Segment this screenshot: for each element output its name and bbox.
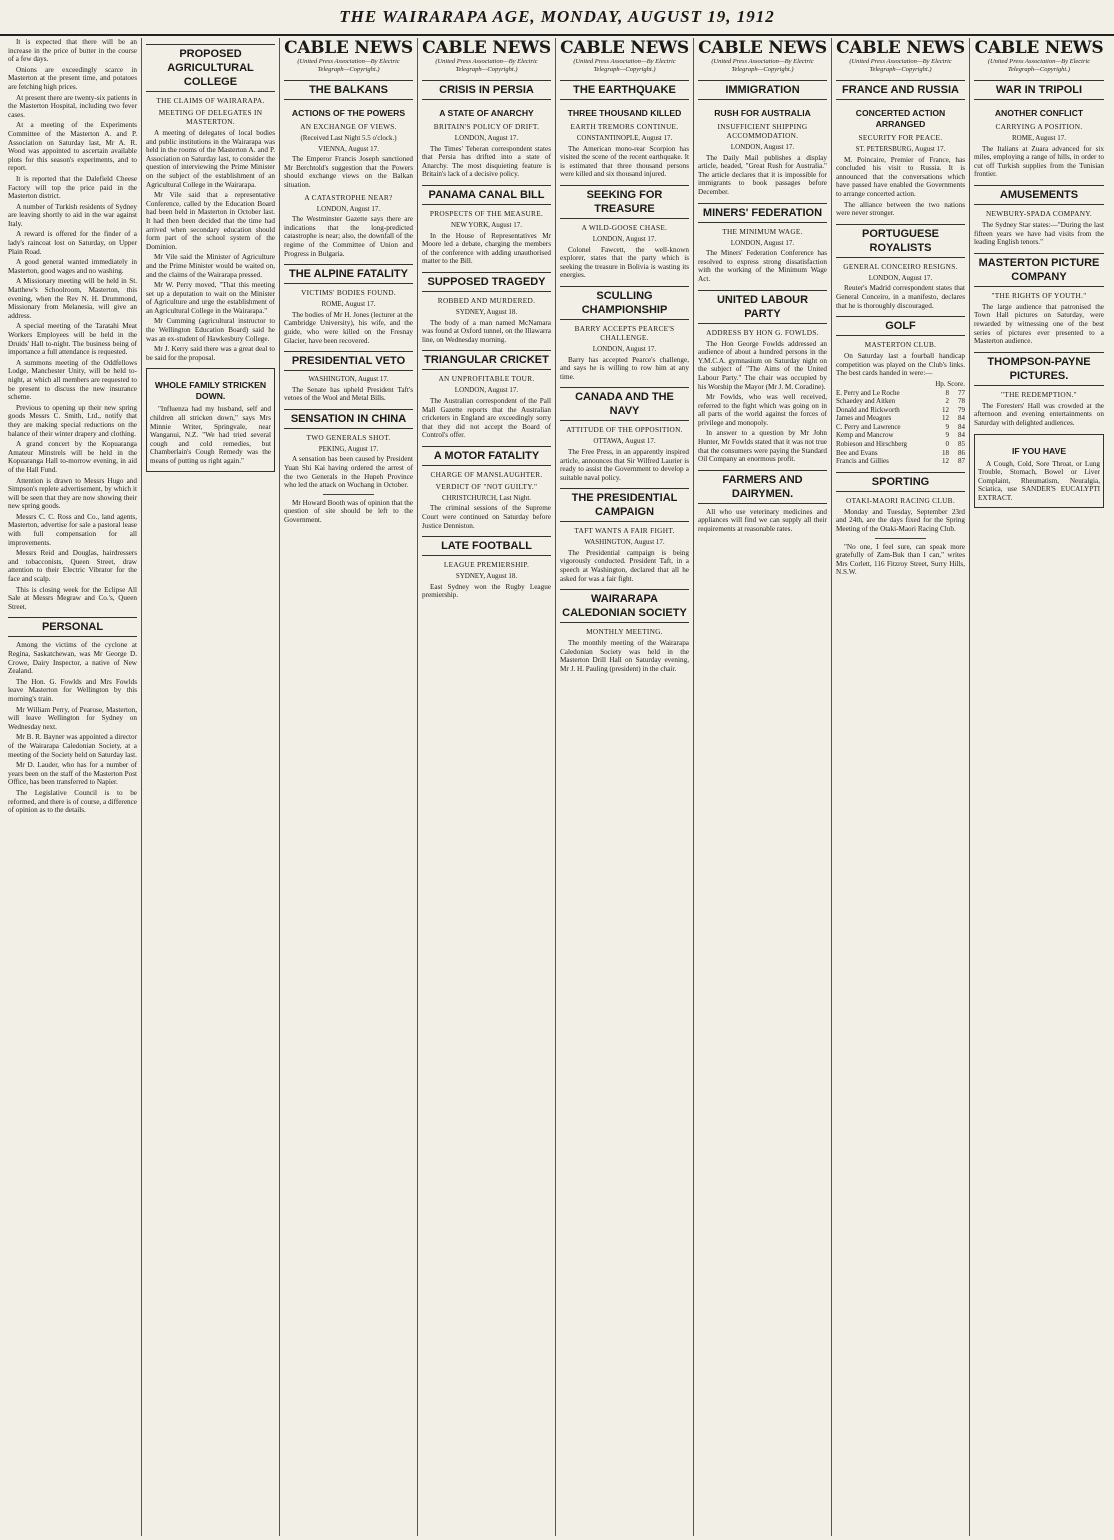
article-text: The body of a man named McNamara was found at Oxford tunnel, on the Illawarra line, on Wednesday morning. xyxy=(422,318,551,344)
news-paragraph: It is reported that the Dalefield Cheese Factory will top the price paid in the Masterton district. xyxy=(8,174,137,201)
article-text: All who use veterinary medicines and appliances will find we can supply all their requirements at reasonable rates. xyxy=(698,507,827,534)
sub-heading: VERDICT OF "NOT GUILTY." xyxy=(435,481,538,491)
player-names: Robieson and Hirschberg xyxy=(836,440,908,449)
player-names: Donald and Rickworth xyxy=(836,405,900,414)
personal-paragraph: Among the victims of the cyclone at Regina, Saskatchewan, was Mr George D. Crowe, Dairy Inspector, a native of New Zealand. xyxy=(8,641,137,676)
column-balkans xyxy=(280,38,418,1536)
article-text: On Saturday last a fourball handicap competition was played on the Club's links. The best cards handed in were:— xyxy=(836,352,965,378)
credit-line: (United Press Association—By Electric Telegraph—Copyright.) xyxy=(987,58,1091,73)
news-paragraph: At present there are twenty-six patients in the Masterton Hospital, including two fever cases. xyxy=(8,93,137,119)
article-text: The Sydney Star states:—"During the last fifteen years we have had visits from the leading English tenors." xyxy=(974,220,1104,247)
article-text: Colonel Fawcett, the well-known explorer, states that the party which is seeking the treasure in Bolivia is wasting its energies. xyxy=(560,245,689,280)
dateline: WASHINGTON, August 17. xyxy=(584,538,665,547)
dateline: ROME, August 17. xyxy=(321,300,376,309)
news-paragraph: Attention is drawn to Messrs Hugo and Simpson's replete advertisement, by which it will be seen that they are now showing their new spring goods. xyxy=(8,476,137,511)
credit-line: (United Press Association—By Electric Telegraph—Copyright.) xyxy=(711,58,814,73)
article-text: Mr Cumming (agricultural instructor to the Wellington Education Board) said he was an ex-student of Hawkesbury College. xyxy=(146,317,275,343)
article-heading: A MOTOR FATALITY xyxy=(422,446,551,466)
sub-heading: ADDRESS BY HON G. FOWLDS. xyxy=(706,327,819,337)
score: 84 xyxy=(958,431,965,440)
news-paragraph: Messrs Reid and Douglas, hairdressers and tobacconists, Queen Street, draw attention to their Electric Vibrator for the face and scalp. xyxy=(8,549,137,584)
table-row xyxy=(836,440,965,449)
cable-news-banner: CABLE NEWS xyxy=(284,38,413,58)
dateline: LONDON, August 17. xyxy=(868,273,933,282)
personal-paragraph: Mr D. Lauder, who has for a number of years been on the staff of the Masterton Post Office, has been transferred to Napier. xyxy=(8,761,137,787)
advert-text: A Cough, Cold, Sore Throat, or Lung Trouble, Stomach, Bowel or Liver Complaint, Rheumatism, Neuralgia, Sciatica, use SANDER'S EUCALYPTI EXTRACT. xyxy=(978,459,1100,502)
table-row xyxy=(836,406,965,415)
news-paragraph: A summons meeting of the Oddfellows Lodge, Manchester Unity, will be held to-night, at which all members are requested to be present to discuss the new insurance scheme. xyxy=(8,358,137,402)
article-text: The Miners' Federation Conference has resolved to express strong dissatisfaction with the working of the Minimum Wage Act. xyxy=(698,249,827,283)
news-paragraph: A Missionary meeting will be held in St. Matthew's Schoolroom, Masterton, this evening, when the Rev N. H. Drummond, Missionary from Melanesia, will give an address. xyxy=(8,277,137,320)
news-paragraph: Messrs C. C. Ross and Co., land agents, Masterton, advertise for sale a pastoral lease with full compensation for all improvements. xyxy=(8,512,137,547)
credit-line: (United Press Association—By Electric Telegraph—Copyright.) xyxy=(573,58,676,73)
score: 87 xyxy=(958,457,965,466)
cable-news-banner: CABLE NEWS xyxy=(698,38,827,58)
article-heading: SENSATION IN CHINA xyxy=(284,409,413,429)
article-heading: WAR IN TRIPOLI xyxy=(974,80,1104,100)
article-text: Mr Fowlds, who was well received, referred to the fight which was going on in all parts of the world against the forces of privilege and monopoly. xyxy=(698,393,827,427)
cable-news-banner: CABLE NEWS xyxy=(560,38,689,58)
article-heading: MASTERTON PICTURE COMPANY xyxy=(974,253,1104,287)
sub-heading: ATTITUDE OF THE OPPOSITION. xyxy=(566,425,683,435)
sub-heading: RUSH FOR AUSTRALIA xyxy=(714,108,811,118)
sub-heading: BARRY ACCEPTS PEARCE'S CHALLENGE. xyxy=(574,323,675,342)
article-heading: WAIRARAPA CALEDONIAN SOCIETY xyxy=(560,589,689,623)
handicap: 9 xyxy=(945,431,949,440)
sub-heading: BRITAIN'S POLICY OF DRIFT. xyxy=(433,122,540,131)
sub-heading: INSUFFICIENT SHIPPING ACCOMMODATION. xyxy=(717,122,808,140)
player-names: E. Perry and Le Roche xyxy=(836,388,900,397)
advert-text: "Influenza had my husband, self and children all stricken down," says Mrs Minnie Writer, Springvale, near Wanganui, N.Z. "We had tried several cough and cold remedies, but Chamberlain's Cough Remedy was the means of putting us right again." xyxy=(150,405,271,465)
article-text: The American mono-rear Scorpion has visited the scene of the recent earthquake. It is estimated that three thousand persons were killed and six thousand injured. xyxy=(560,144,689,179)
sub-heading: THE MINIMUM WAGE. xyxy=(722,226,803,236)
column-tripoli xyxy=(970,38,1108,1536)
player-names: Kemp and Mancrow xyxy=(836,431,894,440)
sub-heading: CONCERTED ACTION ARRANGED xyxy=(855,108,946,129)
sub-heading: MEETING OF DELEGATES IN MASTERTON. xyxy=(158,108,263,126)
dateline: LONDON, August 17. xyxy=(592,234,657,243)
article-text: The criminal sessions of the Supreme Court were continued on Saturday before Justice Denniston. xyxy=(422,504,551,530)
news-paragraph: A grand concert by the Kopuaranga Amateur Minstrels will be held in the Kopuaranga Hall to-morrow evening, in aid of the Hall Fund. xyxy=(8,440,137,474)
dateline: SYDNEY, August 18. xyxy=(455,307,518,316)
dateline: LONDON, August 17. xyxy=(454,134,519,142)
dateline: LONDON, August 17. xyxy=(730,143,795,151)
sub-heading: SECURITY FOR PEACE. xyxy=(858,133,943,142)
news-paragraph: This is closing week for the Eclipse All Sale at Messrs Megraw and Co.'s, Queen Street. xyxy=(8,585,137,611)
score: 85 xyxy=(958,440,965,449)
sub-heading: TWO GENERALS SHOT. xyxy=(306,432,391,442)
handicap: 8 xyxy=(945,388,949,397)
cable-news-banner: CABLE NEWS xyxy=(422,38,551,58)
dateline: ST. PETERSBURG, August 17. xyxy=(855,145,946,153)
article-heading: GOLF xyxy=(836,316,965,336)
article-text: The Foresters' Hall was crowded at the afternoon and evening entertainments on Saturday with delighted audiences. xyxy=(974,401,1104,427)
table-row xyxy=(836,389,965,398)
article-heading: THE PRESIDENTIAL CAMPAIGN xyxy=(560,488,689,522)
column-persia xyxy=(418,38,556,1536)
advertisement xyxy=(146,368,275,471)
article-heading: THE ALPINE FATALITY xyxy=(284,264,413,284)
dateline: SYDNEY, August 18. xyxy=(455,572,518,581)
personal-paragraph: The Legislative Council is to be reformed, and there is of course, a difference of opinion as to the details. xyxy=(8,788,137,815)
article-text: In the House of Representatives Mr Moore led a debate, charging the members of the conference with adding unauthorised matter to the Bill. xyxy=(422,231,551,266)
handicap: 0 xyxy=(945,440,949,449)
player-names: James and Meagors xyxy=(836,414,892,423)
article-heading: CANADA AND THE NAVY xyxy=(560,387,689,421)
article-text: The Senate has upheld President Taft's vetoes of the Wool and Metal Bills. xyxy=(284,385,413,403)
sub-heading: ROBBED AND MURDERED. xyxy=(437,295,536,305)
article-text: Mr W. Perry moved, "That this meeting set up a deputation to wait on the Minister of Agriculture and urge the establishment of an Agricultural College in the Wairarapa." xyxy=(146,281,275,315)
article-heading: SEEKING FOR TREASURE xyxy=(560,185,689,219)
handicap: 12 xyxy=(942,414,949,423)
score: 79 xyxy=(958,405,965,414)
score: 84 xyxy=(958,414,965,423)
table-row xyxy=(836,431,965,440)
personal-paragraph: Mr B. R. Bayner was appointed a director of the Wairarapa Caledonian Society, at a meeting of the Society held on Saturday last. xyxy=(8,733,137,759)
table-row xyxy=(836,423,965,432)
score-header: Hp. Score. xyxy=(935,379,965,388)
score: 84 xyxy=(958,422,965,431)
sub-heading: THE CLAIMS OF WAIRARAPA. xyxy=(156,96,265,105)
news-paragraph: A number of Turkish residents of Sydney are leaving shortly to aid in the war against Italy. xyxy=(8,202,137,228)
sub-heading: A CATASTROPHE NEAR? xyxy=(304,192,393,202)
column-france-russia xyxy=(832,38,970,1536)
article-text: The Hon George Fowlds addressed an audience of about a hundred persons in the Y.M.C.A. gymnasium on Saturday night on the subject of "The Aims of the United Labour Party." The chair was occupied by his Worship the Mayor (Mr J. M. Coradine). xyxy=(698,339,827,391)
credit-line: (United Press Association—By Electric Telegraph—Copyright.) xyxy=(849,58,952,73)
article-heading: THE EARTHQUAKE xyxy=(560,80,689,100)
divider xyxy=(323,494,375,495)
news-paragraph: A good general wanted immediately in Masterton, good wages and no washing. xyxy=(8,258,137,275)
article-heading: SCULLING CHAMPIONSHIP xyxy=(560,286,689,320)
credit-line: (United Press Association—By Electric Telegraph—Copyright.) xyxy=(435,58,538,73)
article-heading: PANAMA CANAL BILL xyxy=(422,185,551,205)
golf-score-table xyxy=(836,389,965,466)
article-text: The Italians at Zuara advanced for six miles, employing a range of hills, in order to cut off Turkish supplies from the Tunisian frontier. xyxy=(974,144,1104,179)
article-heading: PORTUGUESE ROYALISTS xyxy=(836,224,965,258)
article-text: Mr Vile said that a representative Conference, called by the Education Board had been held in Masterton in October last. It had then been decided that the time had arrived when secondary education should form part of the school system of the Dominion. xyxy=(146,191,275,251)
article-text: Mr J. Kerry said there was a great deal to be said for the proposal. xyxy=(146,345,275,362)
article-text: The Emperor Francis Joseph sanctioned Mr Berchtold's suggestion that the Powers should exchange views on the Balkan situation. xyxy=(284,155,413,189)
sub-heading: VICTIMS' BODIES FOUND. xyxy=(301,288,396,298)
news-paragraph: Onions are exceedingly scarce in Masterton at the present time, and potatoes are fetching high prices. xyxy=(8,65,137,91)
article-text: A sensation has been caused by President Yuan Shi Kai having ordered the arrest of the two Generals in the Hupeh Province who led the attack on Wuchang in October. xyxy=(284,455,413,490)
dateline: PEKING, August 17. xyxy=(318,444,379,453)
article-heading: LATE FOOTBALL xyxy=(422,536,551,556)
article-heading: THOMPSON-PAYNE PICTURES. xyxy=(974,352,1104,386)
article-heading: FARMERS AND DAIRYMEN. xyxy=(698,470,827,504)
news-paragraph: Previous to opening up their new spring goods Messrs C. Smith, Ltd., notify that they are making special reductions on the balance of their winter drapery and clothing. xyxy=(8,403,137,438)
personal-heading: PERSONAL xyxy=(8,617,137,637)
score: 78 xyxy=(958,397,965,406)
article-heading: SUPPOSED TRAGEDY xyxy=(422,272,551,292)
column-agricultural-college xyxy=(142,38,280,1536)
sub-heading: AN EXCHANGE OF VIEWS. xyxy=(300,122,397,131)
article-text: The large audience that patronised the Town Hall pictures on Saturday, were rewarded by witnessing one of the best series of pictures ever presented to a Masterton audience. xyxy=(974,302,1104,346)
credit-line: (United Press Association—By Electric Telegraph—Copyright.) xyxy=(297,58,400,73)
article-text: The bodies of Mr H. Jones (lecturer at the Cambridge University), his wife, and the guide, who were killed on the Fresnay Glacier, have been recovered. xyxy=(284,310,413,345)
table-row xyxy=(836,414,965,423)
article-text: The Presidential campaign is being vigorously conducted. President Taft, in a speech at Washington, declared that all he asked for was a fair fight. xyxy=(560,548,689,583)
sub-heading: A STATE OF ANARCHY xyxy=(439,108,534,118)
handicap: 12 xyxy=(942,457,949,466)
sub-heading: A WILD-GOOSE CHASE. xyxy=(581,222,668,232)
article-heading: UNITED LABOUR PARTY xyxy=(698,290,827,324)
article-text: Reuter's Madrid correspondent states that General Conceiro, in a manifesto, declares that he is thoroughly discouraged. xyxy=(836,284,965,310)
sub-heading: NEWBURY-SPADA COMPANY. xyxy=(985,208,1093,218)
news-paragraph: It is expected that there will be an increase in the price of butter in the course of a few days. xyxy=(8,38,137,64)
dateline: CONSTANTINOPLE, August 17. xyxy=(576,134,673,142)
sub-heading: LEAGUE PREMIERSHIP. xyxy=(443,560,530,570)
dateline: LONDON, August 17. xyxy=(316,204,381,213)
sub-heading: MASTERTON CLUB. xyxy=(864,340,937,350)
article-heading: THE BALKANS xyxy=(284,80,413,100)
cable-news-banner: CABLE NEWS xyxy=(974,38,1104,58)
news-paragraph: At a meeting of the Experiments Committee of the Masterton A. and P. Association on Saturday last, Mr A. R. Wood was appointed to ascertain available plots for this season's experiments, and to report. xyxy=(8,121,137,173)
table-row xyxy=(836,397,965,406)
sub-heading: ACTIONS OF THE POWERS xyxy=(291,108,406,118)
sub-heading: PROSPECTS OF THE MEASURE. xyxy=(429,208,544,218)
advertisement xyxy=(974,434,1104,509)
dateline: LONDON, August 17. xyxy=(592,344,657,353)
sub-heading: TAFT WANTS A FAIR FIGHT. xyxy=(574,526,675,536)
personal-paragraph: The Hon. G. Fowlds and Mrs Fowlds leave Masterton for Wellington by this morning's train. xyxy=(8,677,137,703)
player-names: Schaedey and Aitken xyxy=(836,397,896,406)
sub-heading: THREE THOUSAND KILLED xyxy=(567,108,682,118)
column-local-news xyxy=(4,38,142,1536)
article-text: East Sydney won the Rugby League premiership. xyxy=(422,582,551,600)
score: 86 xyxy=(958,448,965,457)
sub-heading: AN UNPROFITABLE TOUR. xyxy=(438,374,535,384)
masthead: THE WAIRARAPA AGE, MONDAY, AUGUST 19, 1912 xyxy=(0,0,1114,36)
dateline: NEW YORK, August 17. xyxy=(451,220,522,229)
advert-heading: IF YOU HAVE xyxy=(1011,445,1067,456)
article-text: The Daily Mail publishes a display article, headed, "Great Rush for Australia." The article declares that it is impossible for immigrants to book passages before December. xyxy=(698,153,827,196)
divider xyxy=(875,538,927,539)
article-text: A meeting of delegates of local bodies and public institutions in the Wairarapa was held in the rooms of the Masterton A. and P. Association on Saturday last, to consider the question of interviewing the Prime Minister on the subject of the establishment of an Agricultural College in the Wairarapa. xyxy=(146,129,275,189)
column-immigration xyxy=(694,38,832,1536)
sub-heading: OTAKI-MAORI RACING CLUB. xyxy=(846,495,955,505)
article-text: Mr Vile said the Minister of Agriculture and the Prime Minister would be waited on, and the claims of the Wairarapa pressed. xyxy=(146,253,275,279)
dateline: VIENNA, August 17. xyxy=(318,144,379,153)
table-row xyxy=(836,457,965,466)
article-heading: PROPOSED AGRICULTURAL COLLEGE xyxy=(146,44,275,92)
article-heading: CRISIS IN PERSIA xyxy=(422,80,551,100)
article-heading: TRIANGULAR CRICKET xyxy=(422,350,551,370)
article-heading: SPORTING xyxy=(836,472,965,492)
dateline: CHRISTCHURCH, Last Night. xyxy=(441,493,532,502)
handicap: 12 xyxy=(942,405,949,414)
handicap: 18 xyxy=(942,448,949,457)
personal-paragraph: Mr William Perry, of Pearose, Masterton, will leave Wellington for Sydney on Wednesday next. xyxy=(8,705,137,731)
article-text: The Westminster Gazette says there are indications that the long-predicted catastrophe is near; also, the downfall of the regime of the Committee of Union and Progress in Bulgaria. xyxy=(284,215,413,258)
advert-heading: WHOLE FAMILY STRICKEN DOWN. xyxy=(154,380,267,402)
article-text: M. Poincaire, Premier of France, has concluded his visit to Russia. It is announced that the conversations which have passed have enabled the Governments to arrange concerted action. xyxy=(836,155,965,198)
sub-heading: CARRYING A POSITION. xyxy=(995,122,1083,131)
player-names: Francis and Gillies xyxy=(836,457,889,466)
dateline: LONDON, August 17. xyxy=(730,238,795,247)
table-row xyxy=(836,449,965,458)
column-earthquake xyxy=(556,38,694,1536)
dateline: WASHINGTON, August 17. xyxy=(308,375,389,384)
dateline: ROME, August 17. xyxy=(1011,134,1067,142)
dateline: OTTAWA, August 17. xyxy=(593,437,656,446)
article-heading: FRANCE AND RUSSIA xyxy=(836,80,965,100)
article-heading: MINERS' FEDERATION xyxy=(698,203,827,223)
article-text: Mr Howard Booth was of opinion that the question of site should be left to the Government. xyxy=(284,498,413,525)
dateline: LONDON, August 17. xyxy=(454,386,519,395)
sub-heading: CHARGE OF MANSLAUGHTER. xyxy=(430,469,543,479)
sub-heading: MONTHLY MEETING. xyxy=(586,627,663,637)
handicap: 9 xyxy=(945,422,949,431)
sub-heading: GENERAL CONCEIRO RESIGNS. xyxy=(843,261,958,271)
score: 77 xyxy=(958,388,965,397)
article-heading: IMMIGRATION xyxy=(698,80,827,100)
cable-news-banner: CABLE NEWS xyxy=(836,38,965,58)
sub-heading: "THE REDEMPTION." xyxy=(1001,389,1077,399)
received-line: (Received Last Night 5.5 o'clock.) xyxy=(300,134,397,142)
article-text: In answer to a question by Mr John Hunter, Mr Fowlds stated that it was not true that the consumers were paying the Standard Oil Company an enormous profit. xyxy=(698,429,827,464)
article-heading: PRESIDENTIAL VETO xyxy=(284,351,413,371)
article-heading: AMUSEMENTS xyxy=(974,185,1104,205)
sub-heading: EARTH TREMORS CONTINUE. xyxy=(570,122,679,131)
article-text: The Australian correspondent of the Pall Mall Gazette reports that the Australian cricketers in England are exceedingly sorry that they did not accept the Board of Control's offer. xyxy=(422,396,551,440)
sub-heading: "THE RIGHTS OF YOUTH." xyxy=(991,290,1087,300)
news-paragraph: A reward is offered for the finder of a lady's raincoat lost on Saturday, on Upper Plain Road. xyxy=(8,230,137,256)
player-names: Bee and Evans xyxy=(836,448,878,457)
player-names: C. Perry and Lawrence xyxy=(836,422,901,431)
advert-text: "No one, I feel sure, can speak more gratefully of Zam-Buk than I can," writes Mrs Corlett, 116 Fitzroy Street, Surry Hills, N.S.W. xyxy=(836,542,965,577)
article-text: Monday and Tuesday, September 23rd and 24th, are the days fixed for the Spring Meeting of the Otaki-Maori Racing Club. xyxy=(836,507,965,534)
sub-heading: ANOTHER CONFLICT xyxy=(994,108,1084,118)
article-text: The monthly meeting of the Wairarapa Caledonian Society was held in the Masterton Drill Hall on Saturday evening, Mr J. H. Pauling (president) in the chair. xyxy=(560,639,689,674)
article-text: Barry has accepted Pearce's challenge, and says he is willing to row him at any time. xyxy=(560,355,689,381)
handicap: 2 xyxy=(945,397,949,406)
news-paragraph: A special meeting of the Taratahi Meat Workers Employees will be held in the Druids' Hall to-night. The business being of importance a full attendance is requested. xyxy=(8,322,137,357)
article-text: The alliance between the two nations were never stronger. xyxy=(836,200,965,218)
article-text: The Times' Teheran correspondent states that Persia has drifted into a state of Anarchy. The most disquieting feature is Britain's lack of a decisive policy. xyxy=(422,144,551,179)
article-text: The Free Press, in an apparently inspired article, announces that Sir Wilfred Laurier is ready to assist the Government to develop a suitable naval policy. xyxy=(560,447,689,482)
